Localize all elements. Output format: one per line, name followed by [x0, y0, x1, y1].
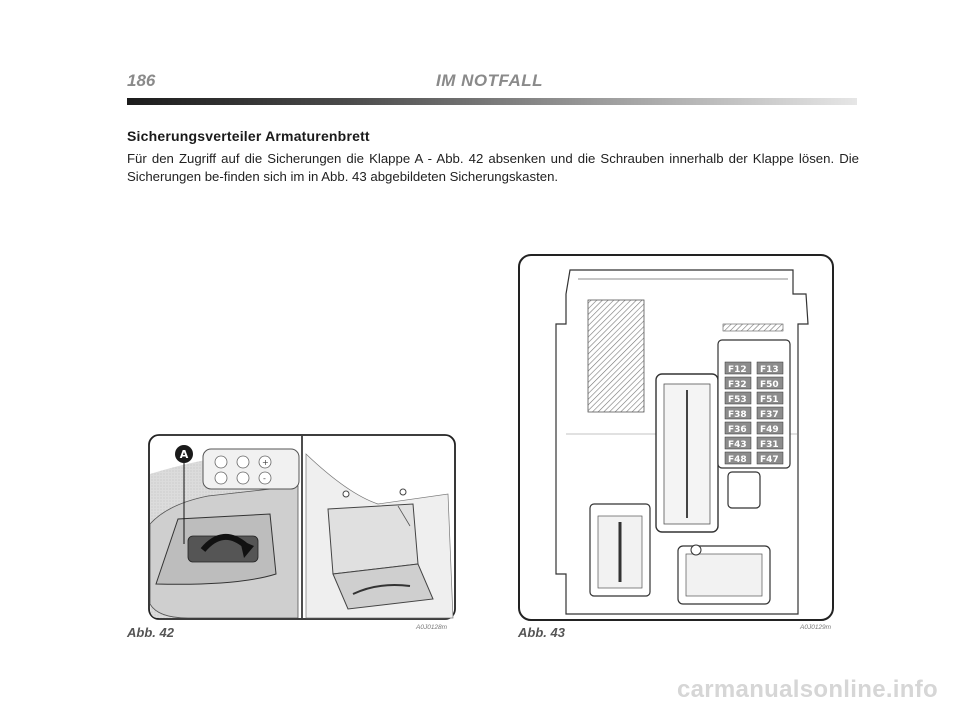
figure-43-code: A0J0129m [800, 624, 832, 631]
switch-minus-label: - [263, 474, 266, 483]
figure-43 [518, 254, 834, 621]
fuse-label: F37 [760, 410, 779, 420]
callout-a-label: A [179, 448, 189, 461]
header-rule [127, 98, 857, 105]
figure-43-caption: Abb. 43 [518, 625, 565, 640]
fuse-label: F32 [728, 380, 747, 390]
fuse-label: F12 [728, 365, 747, 375]
figure-42-caption: Abb. 42 [127, 625, 174, 640]
fuse-label: F53 [728, 395, 747, 405]
body-paragraph: Für den Zugriff auf die Sicherungen die Klappe A - Abb. 42 absenken und die Schrauben innerhalb der Klappe lösen. Die Sicherungen be-finden sich im in Abb. 43 abgebildeten Sicherungskasten. [127, 151, 859, 184]
fuse-label: F36 [728, 425, 747, 435]
switch-plus-label: + [262, 458, 269, 467]
fuse-label: F50 [760, 380, 779, 390]
dashboard-panel [150, 445, 299, 618]
watermark: carmanualsonline.info [676, 676, 938, 703]
lower-left-connector [590, 504, 650, 596]
main-connector [656, 374, 718, 532]
lower-center-connector [678, 545, 770, 604]
figure-42-code: A0J0128m [416, 624, 448, 631]
fuse-label: F48 [728, 455, 747, 465]
relay [728, 472, 760, 508]
page-number: 186 [127, 71, 156, 90]
figure-42 [148, 434, 456, 620]
fuse-label: F49 [760, 425, 779, 435]
fuse-label: F38 [728, 410, 747, 420]
fuse-label: F51 [760, 395, 779, 405]
section-heading: Sicherungsverteiler Armaturenbrett [127, 128, 370, 144]
section-title: IM NOTFALL [436, 71, 543, 90]
fuse-panel [718, 340, 790, 468]
figure-43-illustration [518, 254, 834, 621]
fuse-label: F13 [760, 365, 779, 375]
fuse-label: F43 [728, 440, 747, 450]
fuse-label: F47 [760, 455, 779, 465]
fuse-label: F31 [760, 440, 779, 450]
figure-42-illustration [148, 434, 456, 620]
